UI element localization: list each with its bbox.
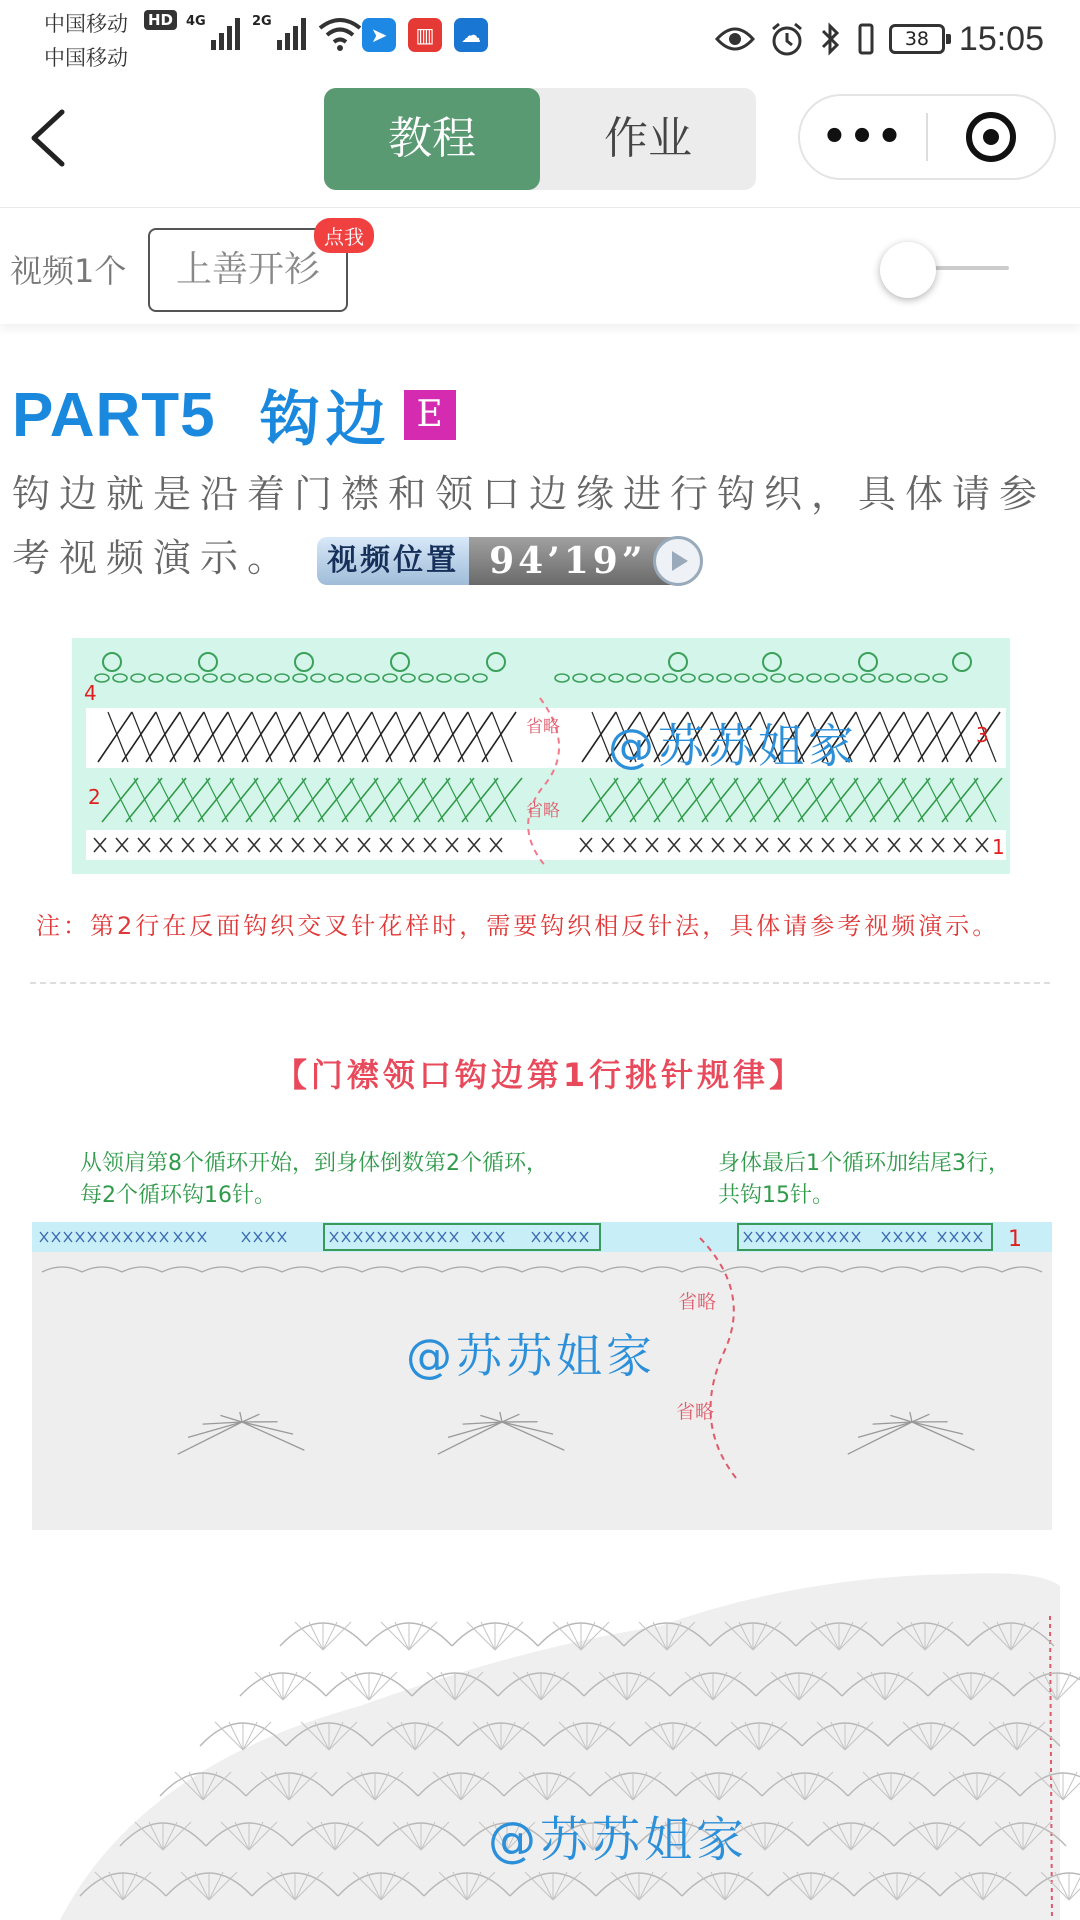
vibrate-icon [857, 22, 875, 56]
shell-spoke [323, 1622, 337, 1650]
chart1-row-label-3: 3 [976, 723, 989, 747]
miniprogram-capsule [798, 94, 1056, 180]
book-app-icon: ▥ [408, 18, 442, 52]
chart2-bg [32, 1250, 1052, 1530]
part-name: 钩边 [259, 385, 392, 455]
status-bar [0, 0, 1080, 80]
section-divider [30, 982, 1050, 984]
shell-spoke [381, 1622, 409, 1650]
chart1-watermark: @苏苏姐家 [608, 719, 858, 773]
chart-note: 注：第2行在反面钩织交叉针花样时，需要钩织相反针法，具体请参考视频演示。 [36, 912, 1000, 940]
shell-spoke [255, 1672, 283, 1700]
chart2-omit-1: 省略 [678, 1291, 717, 1313]
chart3-watermark: @苏苏姐家 [488, 1812, 749, 1868]
bluetooth-icon [819, 21, 843, 57]
shell-spoke [323, 1622, 351, 1650]
eye-icon [715, 25, 755, 53]
target-icon [966, 112, 1016, 162]
shell-spoke [369, 1672, 383, 1700]
shell-spoke [1063, 1772, 1077, 1800]
shell-spoke [283, 1672, 297, 1700]
shell-spoke [269, 1672, 283, 1700]
more-button[interactable]: ••• [821, 114, 905, 160]
tab-tutorial[interactable]: 教程 [324, 88, 540, 190]
tab-homework[interactable]: 作业 [604, 113, 692, 164]
signal-icon-1 [186, 14, 240, 50]
shell-spoke [309, 1622, 323, 1650]
chart1-row1-band [86, 830, 1006, 860]
shell-spoke [1069, 1872, 1080, 1900]
play-icon [653, 536, 703, 586]
shell-spoke [341, 1672, 369, 1700]
back-button[interactable] [28, 108, 88, 168]
pickup-rule-chart [32, 1222, 1052, 1530]
weather-app-icon: ☁ [454, 18, 488, 52]
back-arrow-icon [28, 108, 68, 168]
network-type-2: 2G [252, 14, 272, 29]
video-chip[interactable]: 上善开衫 [148, 228, 348, 312]
click-me-badge[interactable]: 点我 [314, 218, 374, 253]
hd-badge: HD [144, 10, 177, 30]
video-position-time: 94’19” [469, 537, 674, 585]
signal-icon-2 [252, 14, 306, 50]
video-bar [0, 210, 1080, 324]
left-note-line-2: 每2个循环钩16针。 [80, 1183, 276, 1208]
nav-bar [0, 80, 1080, 208]
part-number: PART5 [12, 380, 216, 450]
video-toggle-knob[interactable] [880, 242, 936, 298]
shell-spoke [409, 1622, 437, 1650]
left-note-line-1: 从领肩第8个循环开始，到身体倒数第2个循环， [80, 1151, 548, 1176]
chart1-row-label-4: 4 [84, 681, 97, 705]
shell-spoke [481, 1622, 495, 1650]
part-tag: E [404, 390, 456, 440]
segment-tabs [324, 88, 756, 190]
shell-spoke [229, 1722, 243, 1750]
left-note [80, 1148, 548, 1212]
shell-spoke [495, 1622, 523, 1650]
chart1-row-label-2: 2 [88, 785, 101, 809]
chart1-omit-2: 省略 [526, 801, 560, 821]
part-title [12, 372, 456, 458]
status-right [715, 14, 1044, 64]
alarm-icon [769, 21, 805, 57]
description-text: 钩边就是沿着门襟和领口边缘进行钩织，具体请参考视频演示。 [12, 472, 1047, 580]
shell-spoke [295, 1622, 323, 1650]
description [12, 462, 1072, 590]
close-miniprogram-button[interactable] [928, 112, 1054, 162]
battery-icon [889, 24, 945, 54]
battery-level: 38 [904, 28, 929, 50]
video-position-button[interactable] [317, 536, 702, 586]
right-note [718, 1148, 1010, 1212]
carrier-2: 中国移动 [44, 46, 128, 70]
chart1-omit-1: 省略 [526, 717, 560, 737]
chart2-omit-2: 省略 [676, 1401, 715, 1423]
carrier-1: 中国移动 [44, 12, 128, 36]
video-position-label: 视频位置 [317, 537, 469, 585]
video-count: 视频1个 [10, 252, 127, 290]
right-note-line-1: 身体最后1个循环加结尾3行， [718, 1151, 1010, 1176]
shell-spoke [409, 1622, 423, 1650]
shell-spoke [215, 1722, 243, 1750]
right-note-line-2: 共钩15针。 [718, 1183, 834, 1208]
rule-title: 【门襟领口钩边第1行挑针规律】 [274, 1056, 806, 1094]
wifi-icon [318, 16, 362, 52]
shell-spoke [495, 1622, 509, 1650]
edging-stitch-chart [72, 638, 1010, 874]
chart2-watermark: @苏苏姐家 [406, 1329, 656, 1383]
shell-pattern-chart [0, 1556, 1080, 1920]
shell-spoke [467, 1622, 495, 1650]
shell-spoke [283, 1672, 311, 1700]
chart1-row-label-1: 1 [992, 835, 1005, 859]
shell-spoke [355, 1672, 369, 1700]
chart2-row1-band [32, 1222, 1052, 1252]
network-type-1: 4G [186, 14, 206, 29]
app-notification-icon-1: ➤ [362, 18, 396, 52]
chart2-row-label: 1 [1008, 1227, 1022, 1252]
clock: 15:05 [958, 19, 1044, 58]
shell-spoke [395, 1622, 409, 1650]
